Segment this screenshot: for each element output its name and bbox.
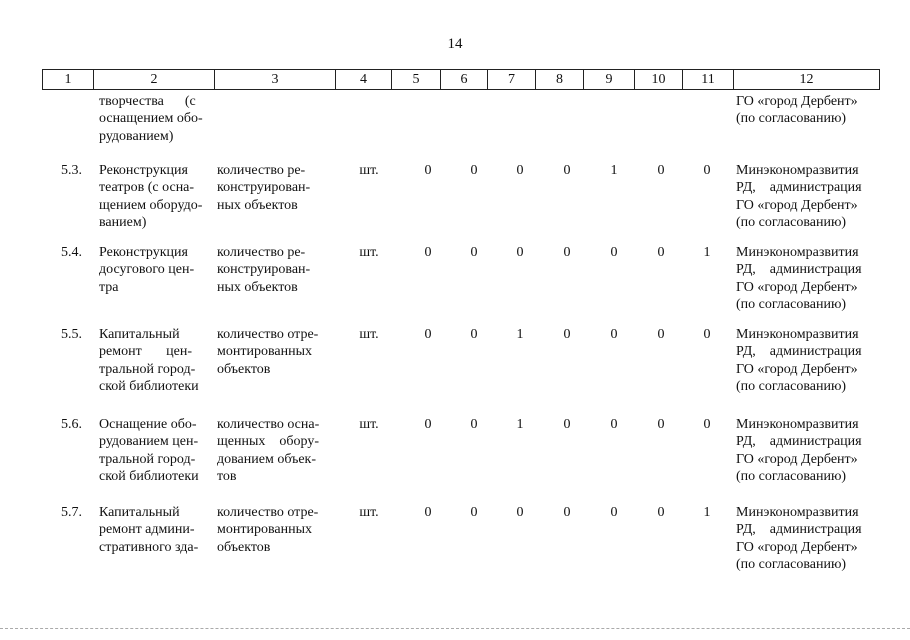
unit: шт. — [359, 163, 379, 178]
value-cell: 0 — [424, 245, 432, 260]
indicator-name-line: количество ре- — [217, 245, 306, 260]
indicator-name-line: конструирован- — [217, 180, 311, 196]
value-cell: 1 — [610, 163, 618, 178]
executor-line: (по согласованию) — [736, 557, 847, 573]
continuation-executor — [736, 93, 876, 128]
executor-line: ГО «город Дербент» — [736, 451, 858, 467]
executor-line: РД, администрация — [736, 180, 862, 196]
value-cell: 0 — [563, 417, 571, 432]
executor-line: Минэкономразвития — [736, 417, 859, 432]
indicator-name — [217, 416, 329, 486]
indicator-name-line: дованием объек- — [217, 451, 317, 467]
indicator-name — [217, 244, 329, 296]
value-cell: 0 — [470, 505, 478, 520]
event-name-line: тральной город- — [99, 451, 196, 467]
page-number: 14 — [447, 36, 463, 52]
column-header-12: 12 — [733, 70, 880, 89]
event-name — [99, 504, 211, 556]
value-cell: 0 — [516, 163, 524, 178]
event-name — [99, 416, 211, 486]
column-header-4: 4 — [335, 70, 391, 89]
executor-line: (по согласованию) — [736, 469, 847, 485]
value-cell: 0 — [657, 245, 665, 260]
value-cell: 0 — [424, 417, 432, 432]
event-name-line: стративного зда- — [99, 539, 199, 555]
column-header-6: 6 — [440, 70, 487, 89]
continuation-name — [99, 93, 211, 145]
indicator-name-line: количество ре- — [217, 163, 306, 178]
executor-line: (по согласованию) — [736, 215, 847, 231]
value-cell: 1 — [703, 505, 711, 520]
indicator-name — [217, 504, 329, 556]
event-name-line: Реконструкция — [99, 245, 188, 260]
indicator-name-line: щенных обору- — [217, 434, 319, 450]
executor-line: Минэкономразвития — [736, 327, 859, 342]
event-name-line: ской библиотеки — [99, 379, 199, 395]
page-bottom-edge — [0, 628, 910, 629]
value-cell: 0 — [703, 327, 711, 342]
event-name-line: тра — [99, 279, 119, 295]
indicator-name-line: количество отре- — [217, 505, 319, 520]
value-cell: 0 — [470, 163, 478, 178]
executor — [736, 326, 876, 396]
event-name — [99, 326, 211, 396]
value-cell: 0 — [610, 245, 618, 260]
value-cell: 0 — [470, 417, 478, 432]
executor-line: РД, администрация — [736, 262, 862, 278]
executor-line: Минэкономразвития — [736, 505, 859, 520]
event-name-line: театров (с осна- — [99, 180, 195, 196]
indicator-name — [217, 162, 329, 214]
value-cell: 0 — [703, 417, 711, 432]
event-name — [99, 244, 211, 296]
event-name — [99, 162, 211, 232]
unit: шт. — [359, 417, 379, 432]
event-name-line: щением оборудо- — [99, 197, 203, 213]
value-cell: 0 — [657, 417, 665, 432]
value-cell: 0 — [563, 505, 571, 520]
value-cell: 1 — [703, 245, 711, 260]
column-header-10: 10 — [634, 70, 682, 89]
indicator-name-line: ных объектов — [217, 279, 298, 295]
value-cell: 0 — [563, 327, 571, 342]
unit: шт. — [359, 505, 379, 520]
executor-line: ГО «город Дербент» — [736, 539, 858, 555]
value-cell: 0 — [424, 327, 432, 342]
value-cell: 0 — [610, 327, 618, 342]
column-header-2: 2 — [93, 70, 214, 89]
continuation-executor-line: (по согласованию) — [736, 111, 847, 127]
executor-line: (по согласованию) — [736, 297, 847, 313]
executor — [736, 416, 876, 486]
column-header-1: 1 — [42, 70, 93, 89]
row-number: 5.6. — [61, 417, 82, 432]
column-header-8: 8 — [535, 70, 583, 89]
column-header-3: 3 — [214, 70, 335, 89]
unit: шт. — [359, 327, 379, 342]
indicator-name-line: конструирован- — [217, 262, 311, 278]
executor — [736, 244, 876, 314]
event-name-line: ванием) — [99, 215, 147, 231]
executor-line: РД, администрация — [736, 522, 862, 538]
column-header-7: 7 — [487, 70, 535, 89]
value-cell: 0 — [516, 245, 524, 260]
executor-line: Минэкономразвития — [736, 245, 859, 260]
row-number: 5.7. — [61, 505, 82, 520]
row-number: 5.5. — [61, 327, 82, 342]
indicator-name-line: монтированных — [217, 522, 312, 538]
continuation-executor-line: ГО «город Дербент» — [736, 94, 858, 109]
indicator-name-line: монтированных — [217, 344, 312, 360]
executor-line: РД, администрация — [736, 434, 862, 450]
executor-line: Минэкономразвития — [736, 163, 859, 178]
executor-line: (по согласованию) — [736, 379, 847, 395]
event-name-line: ской библиотеки — [99, 469, 199, 485]
value-cell: 0 — [470, 327, 478, 342]
value-cell: 1 — [516, 417, 524, 432]
column-header-11: 11 — [682, 70, 733, 89]
indicator-name-line: объектов — [217, 539, 271, 555]
event-name-line: тральной город- — [99, 361, 196, 377]
value-cell: 0 — [703, 163, 711, 178]
executor — [736, 162, 876, 232]
event-name-line: Реконструкция — [99, 163, 188, 178]
event-name-line: ремонт цен- — [99, 344, 193, 360]
column-header-5: 5 — [391, 70, 440, 89]
event-name-line: Оснащение обо- — [99, 417, 197, 432]
continuation-name-line: творчества (с — [99, 94, 196, 109]
indicator-name — [217, 326, 329, 378]
indicator-name-line: количество осна- — [217, 417, 320, 432]
indicator-name-line: объектов — [217, 361, 271, 377]
event-name-line: рудованием цен- — [99, 434, 199, 450]
event-name-line: Капитальный — [99, 505, 180, 520]
continuation-name-line: рудованием) — [99, 128, 174, 144]
event-name-line: Капитальный — [99, 327, 180, 342]
executor — [736, 504, 876, 574]
value-cell: 0 — [657, 163, 665, 178]
value-cell: 1 — [516, 327, 524, 342]
value-cell: 0 — [657, 327, 665, 342]
table-header-row — [42, 69, 880, 90]
value-cell: 0 — [610, 417, 618, 432]
value-cell: 0 — [563, 245, 571, 260]
value-cell: 0 — [516, 505, 524, 520]
value-cell: 0 — [610, 505, 618, 520]
event-name-line: досугового цен- — [99, 262, 195, 278]
value-cell: 0 — [470, 245, 478, 260]
continuation-name-line: оснащением обо- — [99, 111, 203, 127]
executor-line: РД, администрация — [736, 344, 862, 360]
column-header-9: 9 — [583, 70, 634, 89]
value-cell: 0 — [657, 505, 665, 520]
indicator-name-line: ных объектов — [217, 197, 298, 213]
executor-line: ГО «город Дербент» — [736, 361, 858, 377]
value-cell: 0 — [424, 163, 432, 178]
value-cell: 0 — [424, 505, 432, 520]
executor-line: ГО «город Дербент» — [736, 279, 858, 295]
value-cell: 0 — [563, 163, 571, 178]
indicator-name-line: количество отре- — [217, 327, 319, 342]
row-number: 5.3. — [61, 163, 82, 178]
indicator-name-line: тов — [217, 469, 237, 485]
executor-line: ГО «город Дербент» — [736, 197, 858, 213]
unit: шт. — [359, 245, 379, 260]
row-number: 5.4. — [61, 245, 82, 260]
event-name-line: ремонт админи- — [99, 522, 195, 538]
